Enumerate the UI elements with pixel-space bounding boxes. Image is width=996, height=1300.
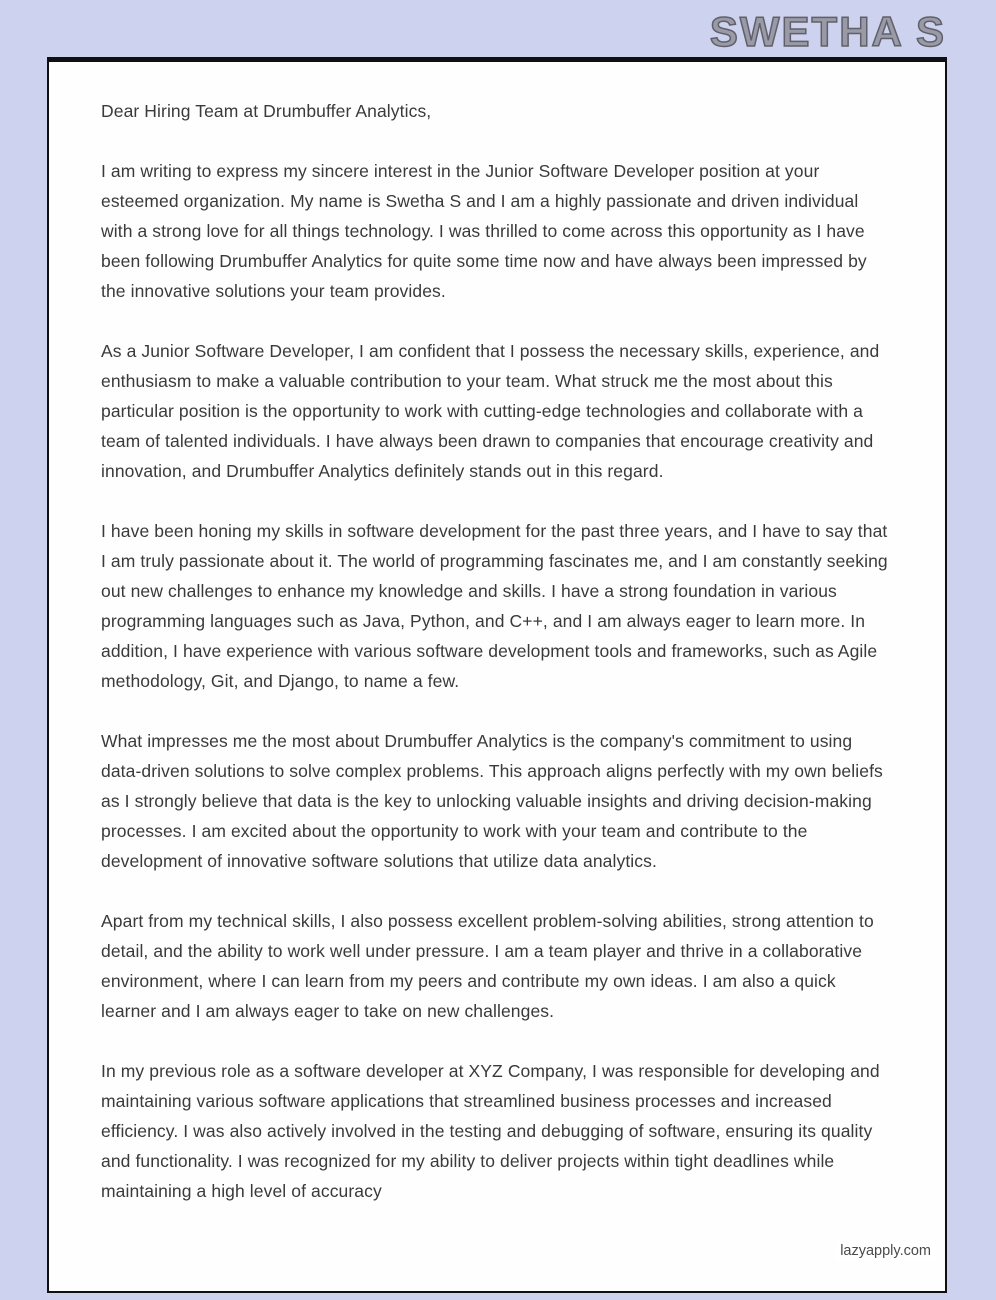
- letter-paragraph: Apart from my technical skills, I also possess excellent problem-solving abilities, strong attention to detail, and the ability to work well under pressure. I am a team player and thrive in a collaborative environment, where I can learn from my peers and contribute my own ideas. I am also a quick learner and I am always eager to take on new challenges.: [101, 911, 874, 1021]
- salutation: Dear Hiring Team at Drumbuffer Analytics,: [101, 101, 432, 121]
- letter-paragraph: What impresses me the most about Drumbuffer Analytics is the company's commitment to using data-driven solutions to solve complex problems. This approach aligns perfectly with my own beliefs as I strongly believe that data is the key to unlocking valuable insights and driving decision-making processes. I am excited about the opportunity to work with your team and contribute to the development of innovative software solutions that utilize data analytics.: [101, 731, 883, 871]
- letter-paragraph: I am writing to express my sincere interest in the Junior Software Developer position at your esteemed organization. My name is Swetha S and I am a highly passionate and driven individual with a strong love for all things technology. I was thrilled to come across this opportunity as I have been following Drumbuffer Analytics for quite some time now and have always been impressed by the innovative solutions your team provides.: [101, 161, 867, 301]
- letter-paragraph: In my previous role as a software developer at XYZ Company, I was responsible for developing and maintaining various software applications that streamlined business processes and increased efficiency. I was also actively involved in the testing and debugging of software, ensuring its quality and functionality. I was recognized for my ability to deliver projects within tight deadlines while maintaining a high level of accuracy: [101, 1061, 880, 1201]
- cover-letter-document: [47, 57, 947, 1293]
- letter-paragraph: I have been honing my skills in software development for the past three years, and I have to say that I am truly passionate about it. The world of programming fascinates me, and I am constantly seeking out new challenges to enhance my knowledge and skills. I have a strong foundation in various programming languages such as Java, Python, and C++, and I am always eager to learn more. In addition, I have experience with various software development tools and frameworks, such as Agile methodology, Git, and Django, to name a few.: [101, 521, 888, 691]
- lazyapply-watermark: lazyapply.com: [835, 1241, 936, 1261]
- applicant-name: SWETHA S: [709, 8, 946, 55]
- letter-paragraph: As a Junior Software Developer, I am confident that I possess the necessary skills, experience, and enthusiasm to make a valuable contribution to your team. What struck me the most about this particular position is the opportunity to work with cutting-edge technologies and collaborate with a team of talented individuals. I have always been drawn to companies that encourage creativity and innovation, and Drumbuffer Analytics definitely stands out in this regard.: [101, 341, 880, 481]
